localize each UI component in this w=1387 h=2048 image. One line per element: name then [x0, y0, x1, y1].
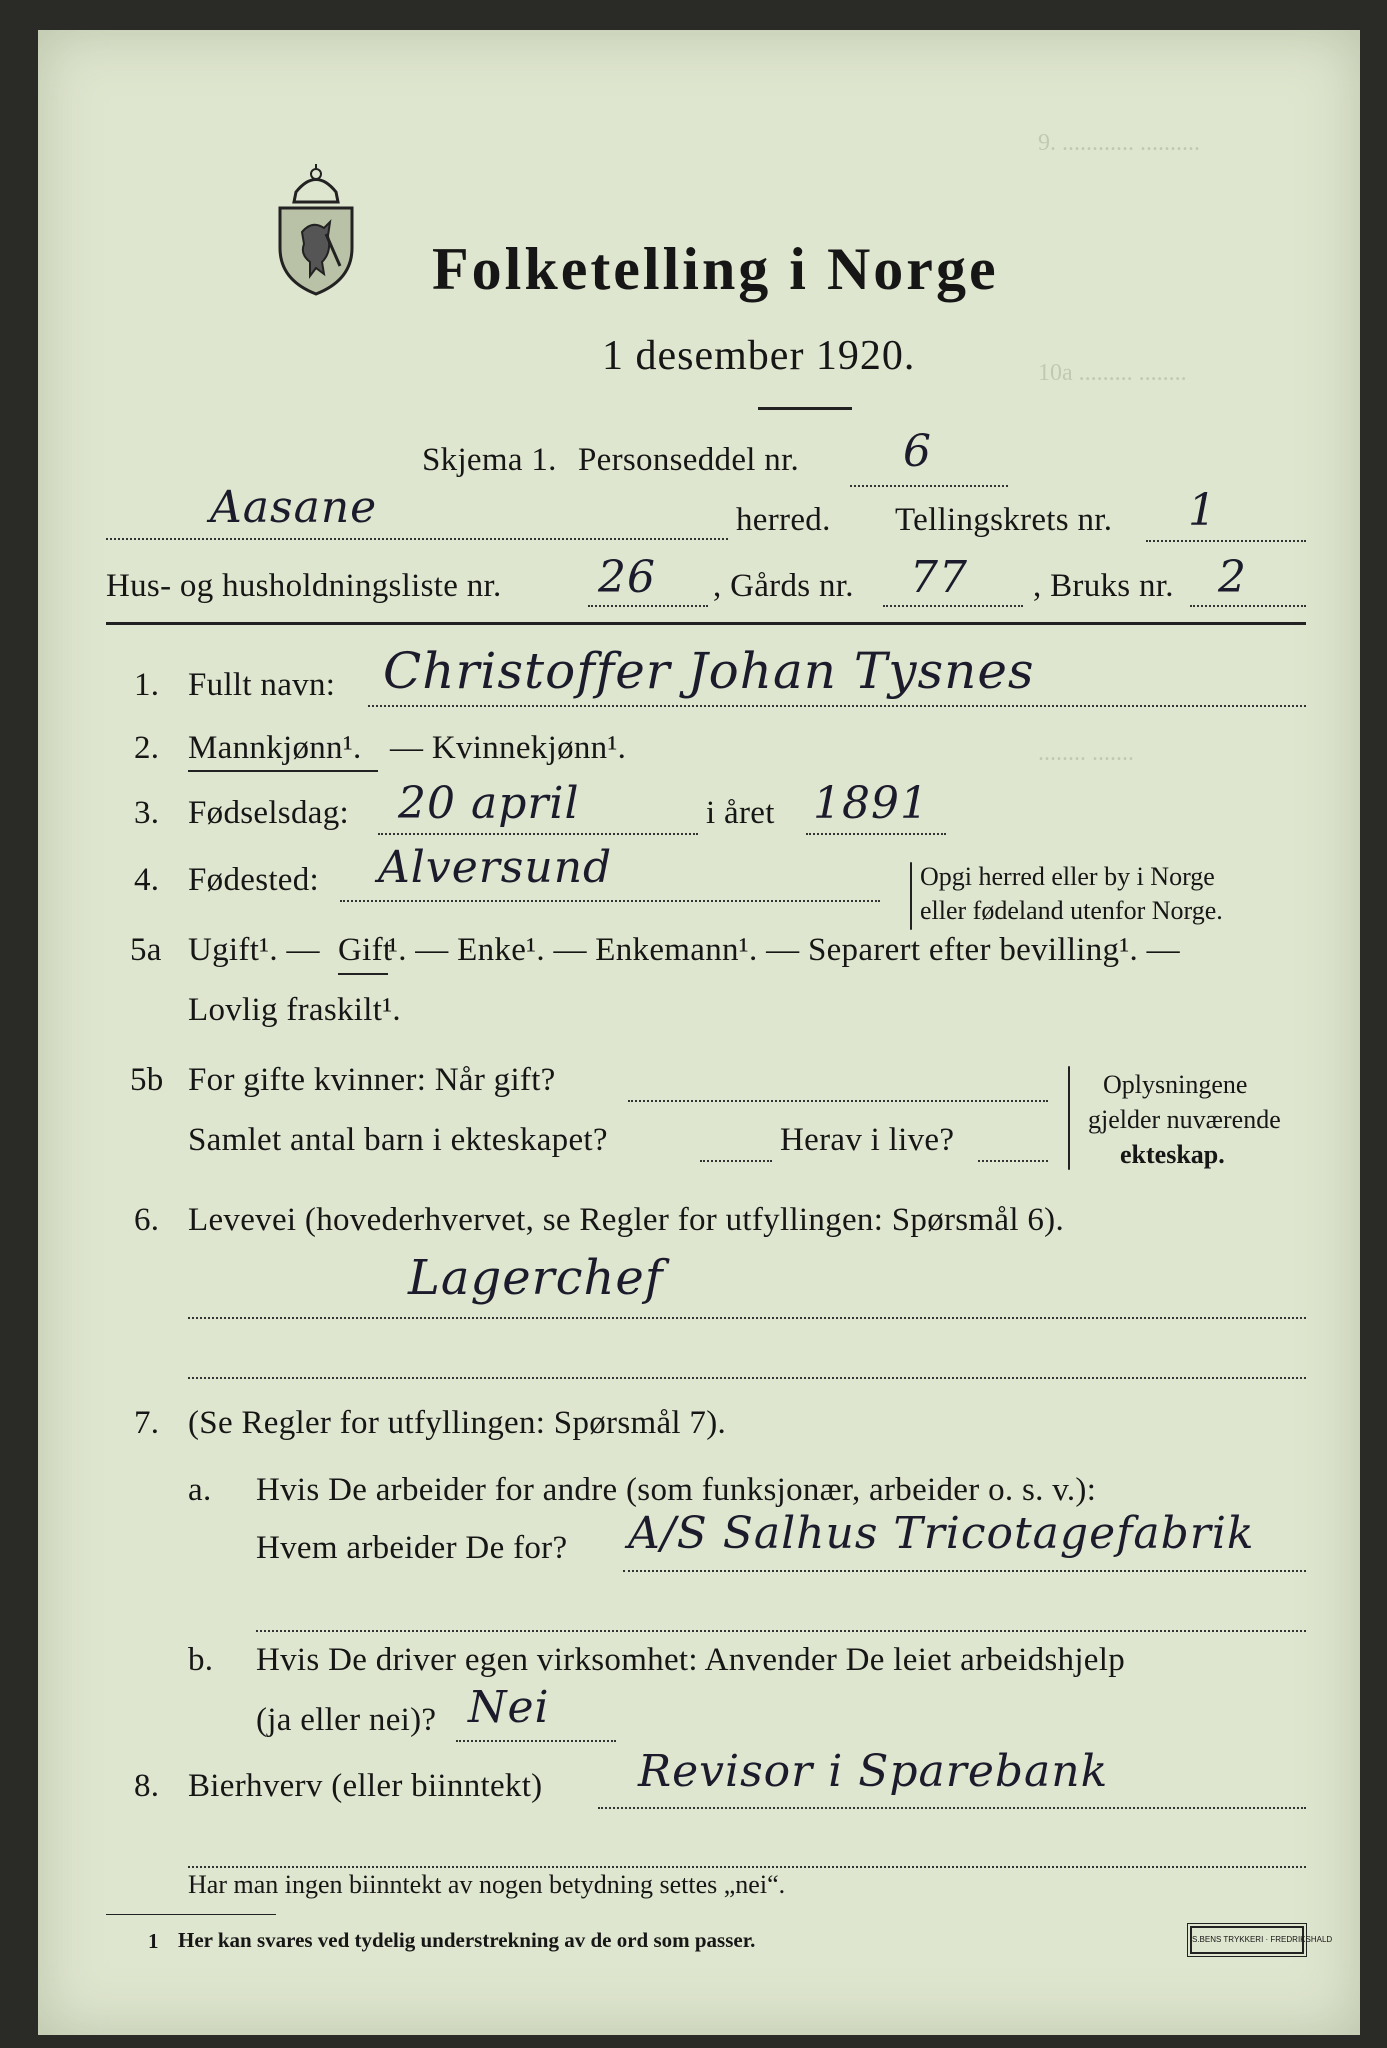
- q5b-note-line2: gjelder nuværende: [1088, 1105, 1281, 1134]
- gards-field[interactable]: 77: [910, 552, 968, 603]
- q6-number: 6.: [134, 1202, 160, 1238]
- bruks-dots: [1190, 605, 1306, 607]
- q4-note-line2: eller fødeland utenfor Norge.: [920, 896, 1223, 925]
- q7a-line1: Hvis De arbeider for andre (som funksjonær, arbeider o. s. v.):: [256, 1472, 1097, 1508]
- q7a-letter: a.: [188, 1472, 212, 1508]
- schema-label: Skjema 1.: [422, 442, 557, 478]
- hired-help-field[interactable]: Nei: [468, 1682, 550, 1733]
- q3-label: Fødselsdag:: [188, 795, 349, 831]
- q5b-alive-label: Herav i live?: [780, 1122, 955, 1158]
- q8-dots: [598, 1807, 1306, 1809]
- q2-female-option[interactable]: — Kvinnekjønn¹.: [390, 730, 627, 766]
- q4-number: 4.: [134, 862, 160, 898]
- occupation-field[interactable]: Lagerchef: [408, 1250, 664, 1306]
- krets-field[interactable]: 1: [1188, 485, 1217, 536]
- q8-note: Har man ingen biinntekt av nogen betydning settes „nei“.: [188, 1870, 786, 1899]
- q5a-ugift-option[interactable]: Ugift¹. —: [188, 932, 320, 968]
- herred-dots: [106, 538, 728, 540]
- q1-label: Fullt navn:: [188, 667, 336, 703]
- q7b-letter: b.: [188, 1642, 214, 1678]
- q5a-fraskilt-option[interactable]: Lovlig fraskilt¹.: [188, 992, 401, 1028]
- form-title: Folketelling i Norge: [432, 236, 999, 302]
- q6-label: Levevei (hovederhvervet, se Regler for utfyllingen: Spørsmål 6).: [188, 1202, 1065, 1238]
- q5b-line1: For gifte kvinner: Når gift?: [188, 1062, 556, 1098]
- hus-label: Hus- og husholdningsliste nr.: [106, 568, 502, 604]
- q5a-other-options[interactable]: ¹. — Enke¹. — Enkemann¹. — Separert efter bevilling¹. —: [388, 932, 1180, 968]
- employer-field[interactable]: A/S Salhus Tricotagefabrik: [628, 1508, 1255, 1559]
- q2-number: 2.: [134, 730, 160, 766]
- birthplace-field[interactable]: Alversund: [378, 842, 613, 893]
- q3-number: 3.: [134, 795, 160, 831]
- q5a-number: 5a: [130, 932, 162, 968]
- birth-year-field[interactable]: 1891: [813, 778, 929, 829]
- footnote-mark: 1: [148, 1929, 159, 1953]
- q7b-line1: Hvis De driver egen virksomhet: Anvender De leiet arbeidshjelp: [256, 1642, 1126, 1678]
- q1-number: 1.: [134, 667, 160, 703]
- q6-dots-1: [188, 1317, 1306, 1319]
- q5b-children-dots[interactable]: [700, 1160, 772, 1162]
- q5b-brace: [1068, 1066, 1070, 1170]
- q3-year-dots: [806, 833, 946, 835]
- footnote-text: Her kan svares ved tydelig understrekning av de ord som passer.: [178, 1928, 756, 1952]
- full-name-field[interactable]: Christoffer Johan Tysnes: [383, 642, 1035, 700]
- q5a-gift-option[interactable]: Gift: [338, 932, 393, 968]
- herred-field[interactable]: Aasane: [210, 482, 378, 533]
- q8-label: Bierhverv (eller biinntekt): [188, 1768, 543, 1804]
- q7a-line2: Hvem arbeider De for?: [256, 1530, 568, 1566]
- personseddel-field[interactable]: 6: [903, 426, 932, 477]
- q7b-line2: (ja eller nei)?: [256, 1702, 437, 1738]
- q8-number: 8.: [134, 1768, 160, 1804]
- hus-field[interactable]: 26: [598, 552, 656, 603]
- bleed-through-text: ........ .......: [1038, 740, 1134, 766]
- gards-dots: [883, 605, 1023, 607]
- census-form: [38, 30, 1360, 2035]
- side-income-field[interactable]: Revisor i Sparebank: [638, 1746, 1109, 1797]
- header-rule: [106, 622, 1306, 625]
- gards-label: , Gårds nr.: [713, 568, 854, 604]
- q7b-dots: [456, 1740, 616, 1742]
- personseddel-label: Personseddel nr.: [578, 442, 800, 478]
- q3-year-label: i året: [706, 795, 775, 831]
- q5a-gift-underline: [338, 973, 388, 975]
- q7-number: 7.: [134, 1405, 160, 1441]
- q5b-married-dots[interactable]: [628, 1100, 1048, 1102]
- bruks-label: , Bruks nr.: [1033, 568, 1174, 604]
- q4-dots: [340, 900, 880, 902]
- herred-label: herred.: [736, 502, 831, 538]
- q5b-children-label: Samlet antal barn i ekteskapet?: [188, 1122, 608, 1158]
- q6-dots-2: [188, 1377, 1306, 1379]
- krets-dots: [1146, 540, 1306, 542]
- birthday-field[interactable]: 20 april: [398, 778, 580, 829]
- q5b-number: 5b: [130, 1062, 164, 1098]
- personseddel-dots: [850, 485, 1008, 487]
- q2-male-option[interactable]: Mannkjønn¹.: [188, 730, 362, 766]
- form-date: 1 desember 1920.: [602, 333, 916, 379]
- q2-male-underline: [188, 770, 378, 772]
- krets-label: Tellingskrets nr.: [895, 502, 1113, 538]
- q5b-note-line1: Oplysningene: [1103, 1070, 1248, 1099]
- q1-dots: [368, 705, 1306, 707]
- q4-note-line1: Opgi herred eller by i Norge: [920, 862, 1215, 891]
- footnote-rule: [106, 1914, 276, 1915]
- q4-brace: [910, 862, 912, 930]
- q5b-alive-dots[interactable]: [978, 1160, 1048, 1162]
- q4-label: Fødested:: [188, 862, 320, 898]
- title-divider: [758, 407, 852, 410]
- q3-dots: [378, 833, 698, 835]
- bleed-through-text: 9. ............ ..........: [1038, 130, 1200, 156]
- q7a-dots: [623, 1570, 1306, 1572]
- q7-label: (Se Regler for utfyllingen: Spørsmål 7).: [188, 1405, 727, 1441]
- q7a-dots-2: [256, 1630, 1306, 1632]
- norwegian-lion-crest-icon: [266, 162, 366, 297]
- bleed-through-text: 10a ......... ........: [1038, 360, 1187, 386]
- q5b-note-line3: ekteskap.: [1120, 1140, 1225, 1169]
- bruks-field[interactable]: 2: [1218, 552, 1247, 603]
- hus-dots: [588, 605, 708, 607]
- printer-stamp: S.BENS TRYKKERI · FREDRIKSHALD: [1190, 1926, 1304, 1954]
- q8-dots-2: [188, 1866, 1306, 1868]
